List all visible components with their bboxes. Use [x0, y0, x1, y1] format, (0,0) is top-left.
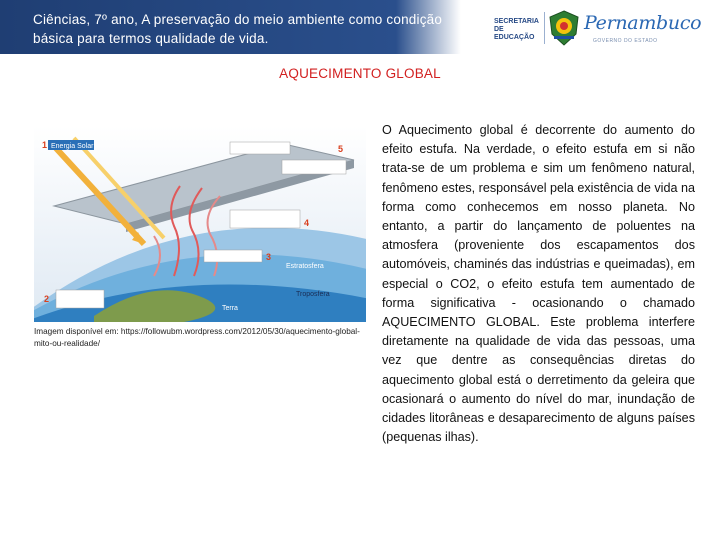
header-banner [0, 0, 720, 54]
note-box [56, 290, 104, 308]
note-box [282, 160, 346, 174]
greenhouse-diagram-image [34, 126, 366, 322]
pernambuco-tagline: GOVERNO DO ESTADO [593, 38, 658, 44]
note-box [230, 210, 300, 228]
note-box [230, 142, 290, 154]
estratosfera-label: Estratosfera [286, 263, 324, 270]
logo-divider [544, 12, 545, 44]
image-caption: Imagem disponível em: https://followubm.wordpress.com/2012/05/30/aquecimento-global-mito-ou-realidade/ [34, 327, 360, 348]
terra-label: Terra [222, 305, 238, 312]
body-paragraph: O Aquecimento global é decorrente do aumento do efeito estufa. Na verdade, o efeito estufa em si não trata-se de um problema e sim um fenômeno natural, fenômeno estes, responsável pela existência de vida na forma como conhecemos em nosso planeta. No entanto, a partir do lançamento de poluentes na atmosfera (proveniente dos escapamentos dos automóveis, chaminés das indústrias e queimadas), em especial o CO2, o efeito estufa tem aumentado de forma significativa - ocasionando o chamado AQUECIMENTO GLOBAL. Este problema interfere diretamente na qualidade de vida das pessoas, uma vez que dentre as consequências diretas do aquecimento global está o derretimento da geleira que ocasionará o aumento do nível do mar, inundação de cidades litorâneas e desaparecimento de alguns países (pequenas ilhas). [382, 123, 695, 445]
troposfera-label: Troposfera [296, 291, 330, 298]
logo-group [488, 8, 720, 48]
step-number-4: 4 [304, 218, 310, 228]
secretaria-logo [494, 18, 540, 42]
energia-solar-label: Energia Solar [51, 143, 94, 150]
pernambuco-logotype: Pernambuco [584, 12, 702, 34]
secretaria-line-2: DE EDUCAÇÃO [494, 26, 535, 41]
step-number-3: 3 [266, 252, 272, 262]
state-crest-icon [548, 10, 580, 46]
step-number-2: 2 [44, 294, 50, 304]
step-number-5: 5 [338, 144, 344, 154]
greenhouse-diagram [34, 126, 366, 322]
page-title: Ciências, 7º ano, A preservação do meio ambiente como condição básica para termos qualidade de vida. [33, 12, 443, 46]
step-number-1: 1 [42, 140, 48, 150]
section-title: AQUECIMENTO GLOBAL [279, 66, 441, 81]
note-box [204, 250, 262, 262]
secretaria-line-1: SECRETARIA [494, 18, 539, 25]
